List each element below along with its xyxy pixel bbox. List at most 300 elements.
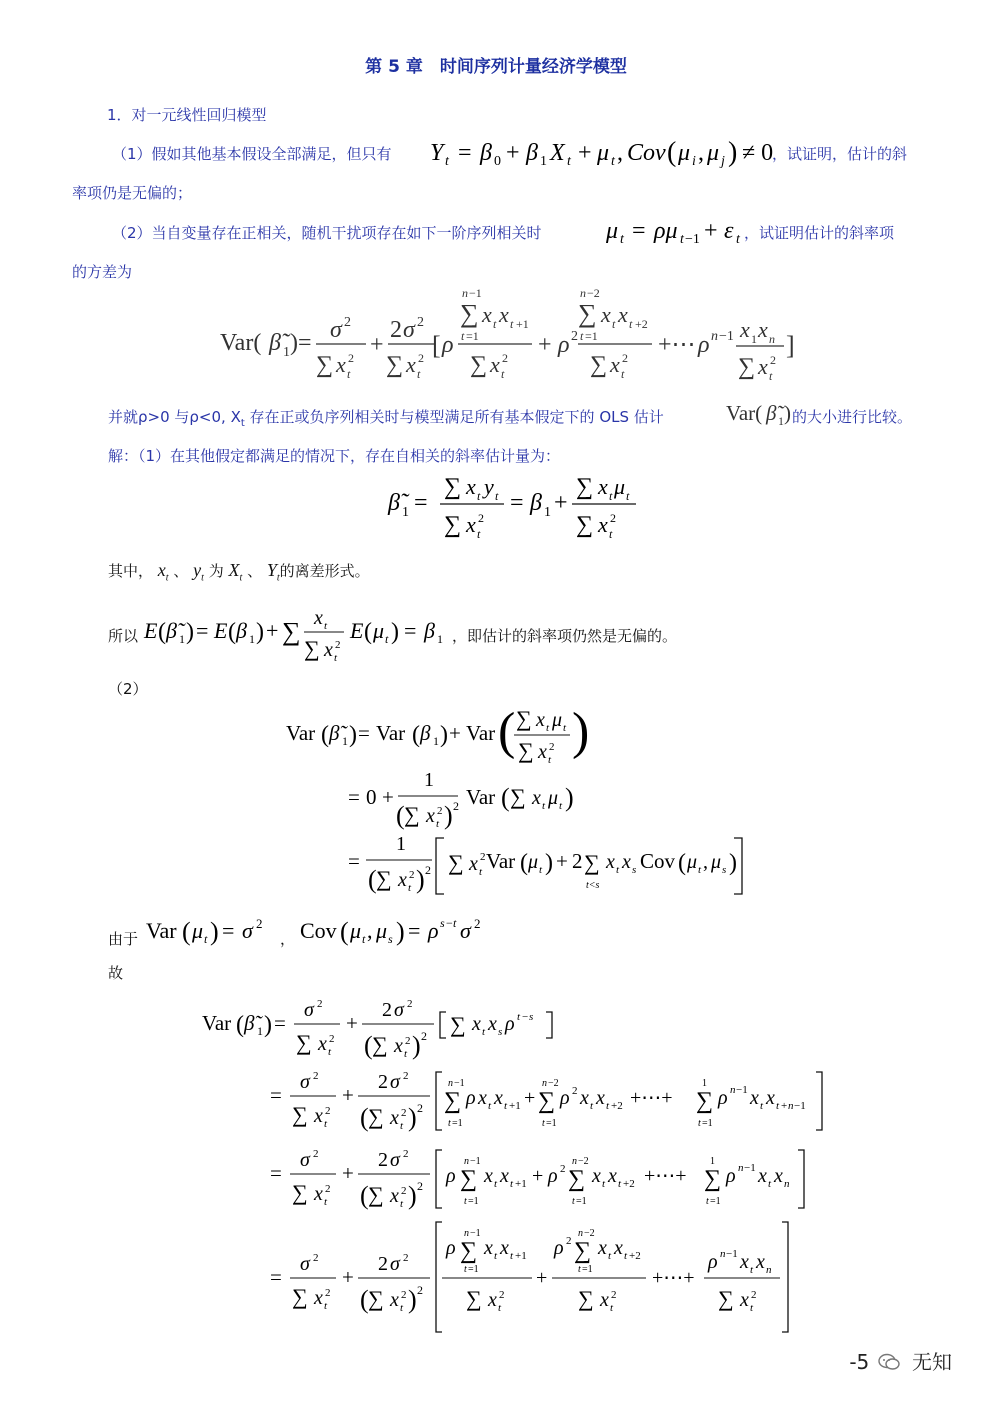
svg-text:x: x [598, 1237, 607, 1259]
svg-text:2: 2 [256, 916, 263, 931]
svg-text:s: s [440, 916, 445, 930]
svg-text:): ) [210, 917, 219, 946]
svg-text:): ) [408, 1285, 417, 1314]
svg-text:=: = [404, 618, 417, 643]
svg-text:(: ( [360, 1103, 369, 1132]
svg-text:s: s [388, 932, 393, 946]
svg-text:x: x [618, 302, 628, 327]
svg-text:): ) [256, 619, 264, 645]
svg-text:β̃: β̃ [388, 490, 400, 516]
svg-text:+: + [556, 849, 568, 873]
svg-text:x: x [324, 639, 333, 661]
svg-text:x: x [488, 1289, 497, 1311]
where-e: 的离差形式。 [279, 562, 370, 580]
svg-text:t: t [347, 367, 351, 381]
svg-text:ε: ε [724, 218, 734, 244]
svg-text:2: 2 [611, 1289, 617, 1301]
so-text-b: ，即估计的斜率项仍然是无偏的。 [452, 627, 678, 645]
svg-text:2: 2 [405, 1035, 411, 1047]
svg-text:+1: +1 [516, 317, 529, 331]
svg-text:2: 2 [401, 1185, 407, 1197]
svg-text:x: x [766, 1087, 775, 1109]
svg-text:∑: ∑ [460, 1238, 478, 1264]
svg-text:+: + [538, 332, 552, 358]
svg-text:+: + [346, 1011, 358, 1035]
svg-text:=1: =1 [468, 1196, 479, 1207]
svg-text:2: 2 [344, 315, 351, 330]
svg-text:−1: −1 [736, 1084, 748, 1096]
svg-text:ρ: ρ [718, 1087, 728, 1109]
svg-text:2: 2 [335, 639, 341, 651]
svg-text:−2: −2 [584, 1228, 595, 1239]
svg-text:x: x [488, 1013, 497, 1035]
svg-text:2: 2 [572, 849, 583, 873]
svg-text:(: ( [321, 722, 329, 748]
svg-text:β̃: β̃ [766, 401, 777, 425]
part2-text-a: （2）当自变量存在正相关，随机干扰项存在如下一阶序列相关时 [112, 224, 542, 242]
svg-text:n: n [788, 1100, 794, 1112]
svg-text:x: x [314, 1287, 323, 1309]
svg-text:2: 2 [313, 1252, 319, 1264]
svg-text:∑: ∑ [444, 474, 462, 500]
svg-text:1: 1 [257, 1024, 263, 1038]
svg-text:t: t [563, 722, 567, 734]
page-number: -5 [849, 1350, 870, 1374]
svg-text:σ: σ [394, 999, 404, 1021]
svg-text:(: ( [158, 619, 166, 645]
svg-text:−1: −1 [719, 329, 734, 344]
svg-text:): ) [264, 1012, 272, 1038]
svg-text:x: x [601, 302, 611, 327]
question-heading: 1．对一元线性回归模型 [107, 106, 267, 124]
svg-text:x: x [394, 1035, 403, 1057]
svg-text:∑: ∑ [292, 1284, 308, 1309]
svg-text:∑: ∑ [304, 636, 320, 661]
svg-text:t: t [400, 1198, 404, 1210]
svg-text:ρ: ρ [428, 918, 439, 943]
svg-text:t: t [602, 1178, 606, 1190]
svg-text:2: 2 [566, 1235, 572, 1247]
svg-text:−2: −2 [548, 1078, 559, 1089]
svg-text:x: x [390, 1107, 399, 1129]
svg-text:t: t [324, 1118, 328, 1130]
svg-text:∑: ∑ [578, 299, 597, 328]
compare-subscript: t [240, 418, 245, 429]
svg-text:x: x [740, 1251, 749, 1273]
svg-text:+: + [578, 140, 592, 166]
svg-text:−1: −1 [469, 286, 482, 300]
svg-text:2: 2 [418, 351, 424, 365]
svg-text:(: ( [228, 619, 236, 645]
svg-text:x: x [314, 607, 323, 629]
svg-text:∑: ∑ [296, 1030, 312, 1055]
svg-text:1: 1 [778, 414, 784, 428]
svg-text:t: t [400, 1302, 404, 1314]
svg-text:∑: ∑ [376, 866, 392, 891]
svg-text:x: x [398, 869, 407, 891]
variance-derivation-final [202, 1000, 842, 1340]
svg-text:=1: =1 [585, 329, 598, 343]
svg-text:n: n [580, 286, 586, 300]
svg-text:Var: Var [146, 918, 177, 943]
svg-text:x: x [756, 1251, 765, 1273]
part2-text-b: ，试证明估计的斜率项 [744, 224, 895, 242]
svg-text:2: 2 [499, 1289, 505, 1301]
svg-text:): ) [565, 783, 574, 812]
svg-text:): ) [391, 619, 399, 645]
svg-text:−1: −1 [470, 1228, 481, 1239]
expectation-formula [144, 604, 456, 666]
svg-text:t: t [464, 1196, 467, 1207]
solution-line1-text: 解：（1）在其他假定都满足的情况下，存在自相关的斜率估计量为： [108, 447, 561, 465]
svg-text:μ: μ [707, 140, 720, 166]
svg-text:σ: σ [390, 1149, 400, 1171]
svg-text:+⋯+: +⋯+ [630, 1087, 673, 1109]
svg-text:Cov: Cov [627, 140, 666, 166]
svg-text:x: x [390, 1289, 399, 1311]
svg-text:+: + [342, 1265, 354, 1289]
svg-text:0: 0 [494, 154, 501, 169]
svg-text:t: t [624, 1250, 628, 1262]
svg-text:(: ( [236, 1012, 244, 1038]
svg-text:t: t [616, 864, 620, 876]
svg-text:Var: Var [466, 721, 496, 745]
svg-text:+: + [704, 218, 718, 244]
svg-text:x: x [499, 302, 509, 327]
svg-text:t: t [510, 1178, 514, 1190]
svg-text:+: + [382, 785, 394, 809]
svg-text:t: t [680, 232, 684, 247]
svg-text:x: x [426, 805, 435, 827]
part1-text-b: ，试证明，估计的斜 [772, 145, 908, 163]
svg-text:t: t [324, 620, 328, 632]
svg-text:∑: ∑ [510, 784, 526, 809]
svg-text:+: + [524, 1087, 536, 1109]
svg-text:β: β [424, 618, 435, 643]
svg-text:∑: ∑ [584, 850, 600, 875]
watermark-text: 无知 [912, 1350, 952, 1374]
svg-text:t: t [362, 932, 366, 946]
svg-text:t: t [609, 527, 613, 541]
where-a: 其中， [108, 562, 154, 580]
svg-text:s: s [498, 1026, 503, 1038]
svg-text:Var: Var [466, 785, 496, 809]
svg-text:x: x [774, 1165, 783, 1187]
svg-text:∑: ∑ [292, 1180, 308, 1205]
svg-text:(: ( [340, 917, 349, 946]
wechat-logo-icon [878, 1352, 900, 1370]
svg-text:x: x [478, 1087, 487, 1109]
svg-text:=: = [510, 490, 524, 516]
svg-text:+: + [536, 1267, 548, 1289]
svg-text:+: + [449, 721, 461, 745]
svg-text:j: j [721, 154, 725, 169]
svg-text:x: x [406, 352, 416, 377]
svg-text:−1: −1 [685, 232, 700, 247]
svg-text:t: t [408, 882, 412, 894]
svg-text:=1: =1 [452, 1118, 463, 1129]
svg-text:x: x [314, 1183, 323, 1205]
svg-text:E: E [144, 618, 158, 643]
svg-text:σ: σ [242, 918, 253, 943]
compare-text [108, 406, 664, 429]
svg-text:n: n [784, 1178, 790, 1190]
svg-text:=: = [348, 849, 360, 873]
slope-estimator-formula [386, 466, 646, 542]
svg-text:t: t [510, 317, 514, 331]
svg-text:+⋯: +⋯ [658, 332, 696, 358]
svg-text:x: x [466, 474, 476, 499]
svg-text:−1: −1 [470, 1156, 481, 1167]
ar1-formula [606, 210, 766, 250]
svg-text:∑: ∑ [516, 706, 532, 731]
svg-text:Var(: Var( [726, 401, 763, 425]
svg-text:+2: +2 [635, 317, 648, 331]
svg-text:2: 2 [317, 998, 323, 1010]
svg-text:=: = [358, 721, 370, 745]
svg-text:ρ: ρ [558, 332, 570, 358]
svg-text:β: β [420, 721, 431, 745]
svg-text:=1: =1 [582, 1264, 593, 1275]
svg-text:t: t [404, 1048, 408, 1060]
svg-text:1: 1 [710, 1156, 715, 1167]
svg-text:x: x [740, 1289, 749, 1311]
svg-text:μ: μ [528, 851, 539, 873]
svg-text:ρμ: ρμ [654, 218, 678, 244]
svg-text:t: t [488, 1100, 492, 1112]
svg-text:=: = [458, 140, 472, 166]
svg-text:β̃: β̃ [329, 721, 340, 745]
svg-text:,: , [617, 140, 623, 166]
svg-text:x: x [490, 352, 500, 377]
svg-text:t: t [504, 1100, 508, 1112]
svg-text:Y: Y [430, 140, 444, 166]
svg-text:x: x [482, 302, 492, 327]
svg-text:,: , [703, 851, 708, 873]
svg-text:−1: −1 [744, 1162, 756, 1174]
svg-text:t: t [461, 329, 465, 343]
svg-text:(: ( [364, 619, 372, 645]
svg-text:∑: ∑ [578, 1286, 594, 1311]
svg-text:σ: σ [300, 1071, 310, 1093]
svg-text:+⋯+: +⋯+ [644, 1165, 687, 1187]
svg-text:σ: σ [460, 918, 471, 943]
part2-text-c: 的方差为 [72, 263, 133, 281]
svg-text:2: 2 [401, 1289, 407, 1301]
svg-text:ρ: ρ [560, 1087, 570, 1109]
svg-text:n: n [462, 286, 468, 300]
svg-text:t: t [328, 1046, 332, 1058]
svg-text:n: n [572, 1156, 577, 1167]
svg-text:∑: ∑ [590, 352, 608, 378]
svg-text:t: t [482, 1026, 486, 1038]
svg-text:μ: μ [711, 851, 722, 873]
svg-text:n: n [542, 1078, 547, 1089]
svg-text:∑: ∑ [448, 850, 464, 875]
svg-text:t: t [495, 489, 499, 503]
svg-text:μ: μ [548, 787, 559, 809]
svg-text:): ) [349, 722, 357, 748]
svg-text:ρ: ρ [446, 1165, 456, 1187]
svg-text:x: x [598, 512, 608, 537]
svg-text:E: E [214, 618, 228, 643]
svg-text:t: t [760, 1100, 764, 1112]
svg-text:t: t [698, 1118, 701, 1129]
svg-text:=: = [196, 618, 209, 643]
where-d: 、 [247, 562, 263, 580]
svg-text:σ: σ [390, 1253, 400, 1275]
svg-text:x: x [600, 1289, 609, 1311]
svg-text:2: 2 [403, 1070, 409, 1082]
svg-text:σ: σ [330, 317, 342, 343]
svg-text:x: x [318, 1033, 327, 1055]
svg-text:t: t [385, 632, 389, 646]
svg-text:1: 1 [179, 632, 185, 646]
svg-text:): ) [572, 703, 590, 760]
svg-text:2: 2 [425, 863, 431, 877]
svg-text:+: + [342, 1161, 354, 1185]
svg-text:t: t [559, 800, 563, 812]
svg-text:): ) [408, 1103, 417, 1132]
svg-text:2: 2 [622, 351, 628, 365]
svg-text:−1: −1 [726, 1248, 738, 1260]
compare-text-a: 并就ρ>0 与ρ<0, X [108, 408, 241, 426]
svg-text:]: ] [786, 331, 795, 360]
svg-text:,: , [367, 918, 373, 943]
svg-text:=1: =1 [546, 1118, 557, 1129]
where-c: 为 [208, 562, 224, 580]
svg-text:(: ( [360, 1181, 369, 1210]
svg-text:n: n [464, 1228, 469, 1239]
svg-text:2: 2 [549, 741, 555, 753]
svg-text:x: x [608, 1165, 617, 1187]
svg-text:Var: Var [486, 849, 516, 873]
therefore-label: 故 [108, 964, 124, 982]
page-footer [849, 1346, 952, 1375]
svg-text:∑: ∑ [368, 1286, 384, 1311]
svg-text:t: t [620, 232, 624, 247]
svg-text:2: 2 [417, 1283, 423, 1297]
svg-text:μ: μ [687, 851, 698, 873]
svg-text:(: ( [182, 917, 191, 946]
svg-text:(: ( [364, 1031, 373, 1060]
svg-text:x: x [750, 1087, 759, 1109]
where-b: 、 [173, 562, 189, 580]
svg-text:+: + [781, 1100, 788, 1112]
svg-text:t: t [542, 800, 546, 812]
svg-text:+2: +2 [623, 1178, 635, 1190]
svg-text:=: = [632, 218, 646, 244]
svg-text:β: β [236, 618, 247, 643]
svg-text:t: t [517, 1011, 521, 1023]
svg-text:+1: +1 [515, 1250, 527, 1262]
svg-text:+1: +1 [509, 1100, 521, 1112]
svg-text:,: , [698, 140, 704, 166]
svg-text:∑: ∑ [292, 1102, 308, 1127]
svg-text:t: t [750, 1302, 754, 1314]
svg-text:σ: σ [304, 999, 314, 1021]
svg-text:∑: ∑ [372, 1032, 388, 1057]
svg-text:n: n [720, 1248, 726, 1260]
svg-text:∑: ∑ [460, 299, 479, 328]
svg-text:): ) [440, 722, 448, 748]
svg-text:): ) [186, 619, 194, 645]
where-line: 其中， $x_t$ 、 $y_t$ 为 $X_t$ 、 $Y_t$的离差形式。 [108, 560, 370, 584]
svg-text:t: t [477, 527, 481, 541]
svg-text:): ) [396, 917, 405, 946]
svg-text:μ: μ [350, 918, 362, 943]
svg-text:t: t [494, 1178, 498, 1190]
svg-text:2: 2 [421, 1029, 427, 1043]
svg-text:1: 1 [702, 1078, 707, 1089]
svg-text:2: 2 [572, 1085, 578, 1097]
svg-text:t: t [608, 1250, 612, 1262]
svg-text:(: ( [520, 850, 528, 876]
svg-text:2: 2 [390, 317, 402, 343]
svg-text:2: 2 [403, 1252, 409, 1264]
svg-text:x: x [622, 851, 631, 873]
svg-text:∑: ∑ [704, 1166, 722, 1192]
svg-text:Cov: Cov [640, 849, 676, 873]
svg-text:σ: σ [300, 1253, 310, 1275]
svg-text:[: [ [432, 331, 441, 360]
svg-text:2: 2 [417, 1179, 423, 1193]
svg-text:x: x [469, 853, 478, 875]
svg-text:t: t [769, 369, 773, 383]
svg-text:): ) [416, 865, 425, 894]
svg-text:β: β [526, 140, 538, 166]
svg-text:t: t [448, 1118, 451, 1129]
svg-text:s: s [632, 864, 637, 876]
svg-text:n: n [738, 1162, 744, 1174]
svg-text:=1: =1 [702, 1118, 713, 1129]
svg-text:(: ( [368, 865, 377, 894]
svg-text:∑: ∑ [368, 1182, 384, 1207]
svg-text:): ) [728, 137, 738, 168]
svg-text:n: n [448, 1078, 453, 1089]
svg-text:=: = [348, 785, 360, 809]
svg-text:+: + [342, 1083, 354, 1107]
svg-text:): ) [444, 801, 453, 830]
svg-text:t: t [477, 489, 481, 503]
svg-text:−1: −1 [454, 1078, 465, 1089]
svg-text:t: t [736, 232, 740, 247]
svg-text:x: x [484, 1165, 493, 1187]
svg-text:n: n [766, 1264, 772, 1276]
svg-text:t: t [542, 1118, 545, 1129]
compare-text-b: 存在正或负序列相关时与模型满足所有基本假定下的 OLS 估计 [244, 408, 664, 426]
svg-text:∑: ∑ [444, 1088, 462, 1114]
svg-text:x: x [466, 512, 476, 537]
svg-text:1: 1 [283, 345, 290, 360]
svg-text:x: x [314, 1105, 323, 1127]
svg-text:t: t [611, 154, 615, 169]
svg-text:n: n [730, 1084, 736, 1096]
svg-text:): ) [545, 850, 553, 876]
svg-text:Var: Var [286, 721, 316, 745]
svg-text:2: 2 [453, 799, 459, 813]
svg-text:+2: +2 [629, 1250, 641, 1262]
svg-text:ρ: ρ [446, 1237, 456, 1259]
svg-text:): ) [412, 1031, 421, 1060]
variance-derivation-1 [286, 700, 756, 900]
svg-text:2: 2 [378, 1253, 388, 1275]
svg-text:x: x [536, 709, 545, 731]
svg-text:σ: σ [300, 1149, 310, 1171]
svg-text:∑: ∑ [576, 512, 594, 538]
svg-text:t: t [610, 1302, 614, 1314]
svg-text:(: ( [678, 850, 686, 876]
